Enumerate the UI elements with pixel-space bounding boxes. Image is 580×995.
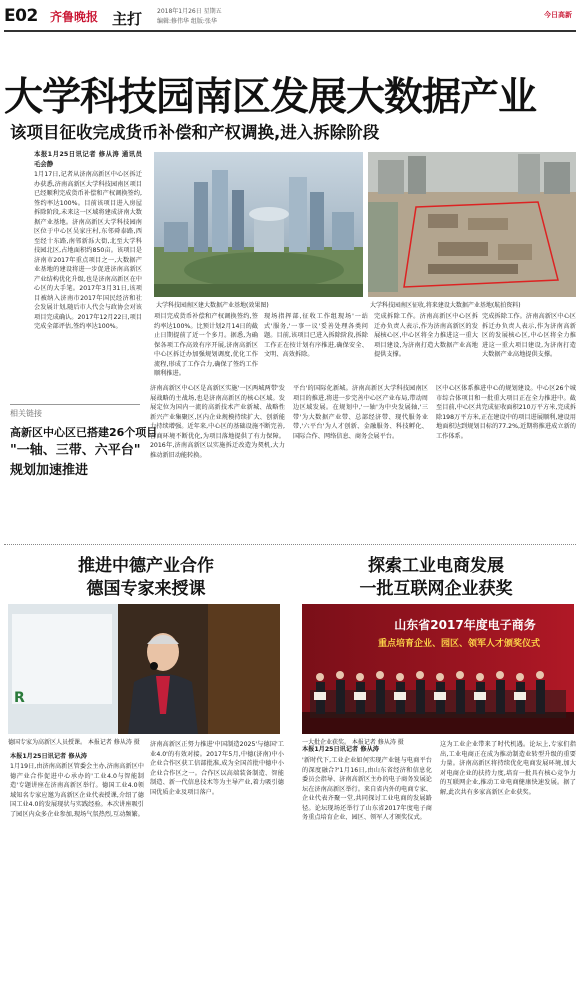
photo1-caption: 大学科技园南区建大数据产业基地(效果图) [156, 302, 269, 309]
story-right-title-line1: 探索工业电商发展 [368, 556, 504, 576]
story-left-col1-text: 1月19日,由济南高新区管委会主办,济南高新区中德产业合作促进中心承办的'工业4.0与智能制造'专题讲座在济南高新区举行。德国工业4.0领域知名专家应邀为高新区企业代表授课,介绍了德国工业4.0的发展现状与实践经验。本次讲座吸引了园区内众多企业参加,现场气氛热烈,互动频繁。 [10, 763, 144, 818]
banner-sub-text: 重点培育企业、园区、领军人才颁奖仪式 [377, 639, 540, 649]
section-divider [4, 544, 576, 545]
story-right-col2-text: 这为工业企业带来了时代机遇。论坛上,专家们指出,工业电商正在成为推动制造业转型升级的重要力量。济南高新区将持续优化电商发展环境,加大对电商企业的扶持力度,培育一批具有核心竞争力的互联网企业,推动工业电商健康快速发展。据了解,此次共有多家高新区企业获奖。 [440, 741, 576, 796]
issue-date: 2018年1月26日 星期五 [157, 8, 222, 15]
story-left-caption: 德国专家为高新区人员授课。 本报记者 修从涛 摄 [8, 739, 140, 746]
editor-credits: 编辑:修伟华 组版:张华 [157, 18, 217, 25]
main-col2-text: 项目完成货币补偿和产权调换签约,签约率达100%。比预计划2月14日的截止日期提前了近一个多月。据悉,为确保各项工作高效有序开展,济南高新区中心区拆迁办加强规划调度,优化工作流程,形成了工作合力,确保了签约工作顺利推进。 [154, 313, 258, 377]
newspaper-logo: 齐鲁晚报 [50, 10, 99, 24]
main-col1-text: 1月17日,记者从济南高新区中心区拆迁办获悉,济南高新区大学科技园南区项目已经顺利完成货币补偿和产权调换签约,签约率达100%。目前该项目进入房屋拆除阶段,未来这一区域将建成济南大数据产业基地。济南高新区大学科技园南区位于中心区吴家庄村,东邻舜泰路,西至经十东路,南邻新泺大街,北至大学科技园北区,占地面积约850亩。该项目是济南市2017年重点项目之一,大数据产业基地的建设将进一步促进济南高新区产业结构优化升级,也是济南高新区在中心区的大手笔。2017年3月31日,该项目被纳入济南市2017年国民经济和社会发展计划,随后市人代会与政协会对该项目完成确认。2017年12月22日,项目完成全部评估,签约率达100%。 [34, 171, 142, 330]
masthead-rule [4, 30, 576, 32]
photo-award-ceremony [302, 604, 574, 734]
column-tag: 今日高新 [544, 11, 572, 19]
main-mid-col2-text: 济南高新区中心区是高新区实施'一区两城两带'发展战略的主战场,也是济南高新区的核心区域。发展定位为国内一流的高新技术产业新城、战略性新兴产业集聚区,区内企业规模持续扩大、创新能力持续增强。近年来,中心区的基础设施不断完善,营商环境不断优化,为项目落地提供了有力保障。2016年,济南高新区以实施拆迁改造为契机,大力推动新旧动能转换。 [150, 385, 285, 459]
story-right-caption: 一大批企业获奖。 本报记者 修从涛 摄 [302, 739, 404, 746]
story-left-title-line2: 德国专家来授课 [86, 579, 206, 599]
story-left-title-line1: 推进中德产业合作 [78, 556, 214, 576]
related-label: 相关链接 [10, 404, 140, 419]
main-col4-text: 完成拆除工作。济南高新区中心区拆迁办负责人表示,作为济南高新区的发展核心区,中心区将全力推进这一重大项目建设,为济南打造大数据产业高地提供支撑。 [374, 313, 478, 358]
story-right-byline: 本报1月25日讯记者 修从涛 [302, 746, 379, 753]
related-title-line3: 规划加速推进 [10, 463, 89, 478]
related-title-line1: 高新区中心区已搭建26个项目 [10, 426, 158, 439]
photo-park-rendering [154, 152, 363, 297]
story-left-byline: 本报1月25日讯记者 修从涛 [10, 753, 87, 760]
main-mid-col3-text: 平台'的国际化新城。济南高新区大学科技园南区项目的推进,将进一步完善中心区产业布局,带动周边区域发展。在规划中,'一轴'为中央发展轴,'三带'为大数据产业带、总部经济带、现代服务业带,'六平台'为人才创新、金融服务、科技孵化、国际合作、网络信息、商务会展平台。 [293, 385, 428, 440]
page-number: E02 [4, 6, 38, 26]
story-right-col1-text: '新时代下,工业企业如何实现产业链与电商平台的深度融合?'1月16日,由山东省经济和信息化委员会指导、济南高新区主办的电子商务发展论坛在济南高新区举行。来自省内外的电商专家、企业代表齐聚一堂,共同探讨工业电商的发展路径。论坛现场还举行了山东省2017年度电子商务重点培育企业、园区、领军人才颁奖仪式。 [302, 757, 432, 821]
svg-text:R: R [14, 690, 25, 706]
related-link-box [10, 404, 158, 508]
story-right-title-line2: 一批互联网企业获奖 [359, 579, 513, 599]
main-col3-text: 现场指挥部,征收工作组现场'一站式'服务,'一事一议'妥善处理各类问题。目前,该项目已进入拆除阶段,拆除工作正在按计划有序推进,确保安全、文明、高效拆除。 [264, 313, 368, 358]
main-mid-col4-text: 区中心区体系推进中心的规划建设。中心区26个城市综合体项目和一批重大项目正在全力推进中。截至目前,中心区共完成征收面积210万平方米,完成拆除198万平方米,正在建设中的项目进展顺利,建设用地面积达到规划目标的77.2%,近期将推进成立新的工作体系。 [436, 385, 576, 440]
main-byline: 本报1月25日讯记者 修从涛 通讯员 毛会静 [34, 150, 142, 168]
subheadline: 该项目征收完成货币补偿和产权调换,进入拆除阶段 [10, 123, 380, 142]
related-title-line2: "一轴、三带、六平台" [10, 443, 141, 458]
headline: 大学科技园南区发展大数据产业 [4, 75, 537, 120]
story-left-col2-text: 济南高新区正努力推进'中国制造2025'与德国'工业4.0'的有效对接。2017年5月,中德(济南)中小企业合作区获工信部批准,成为全国首批中德中小企业合作区之一。合作区以高端装备制造、智能制造、新一代信息技术等为主导产业,着力吸引德国优质企业及项目落户。 [150, 741, 284, 796]
banner-main-text: 山东省2017年度电子商务 [394, 618, 536, 632]
photo-german-expert [8, 604, 280, 734]
section-name: 主打 [112, 10, 143, 28]
photo-aerial-site [368, 152, 576, 297]
photo2-caption: 大学科技园南区征收,将来建设大数据产业基地(航拍资料) [370, 302, 521, 309]
main-col5-text: 完成拆除工作。济南高新区中心区拆迁办负责人表示,作为济南高新区的发展核心区,中心区将全力推进这一重大项目建设,为济南打造大数据产业高地提供支撑。 [482, 313, 576, 358]
